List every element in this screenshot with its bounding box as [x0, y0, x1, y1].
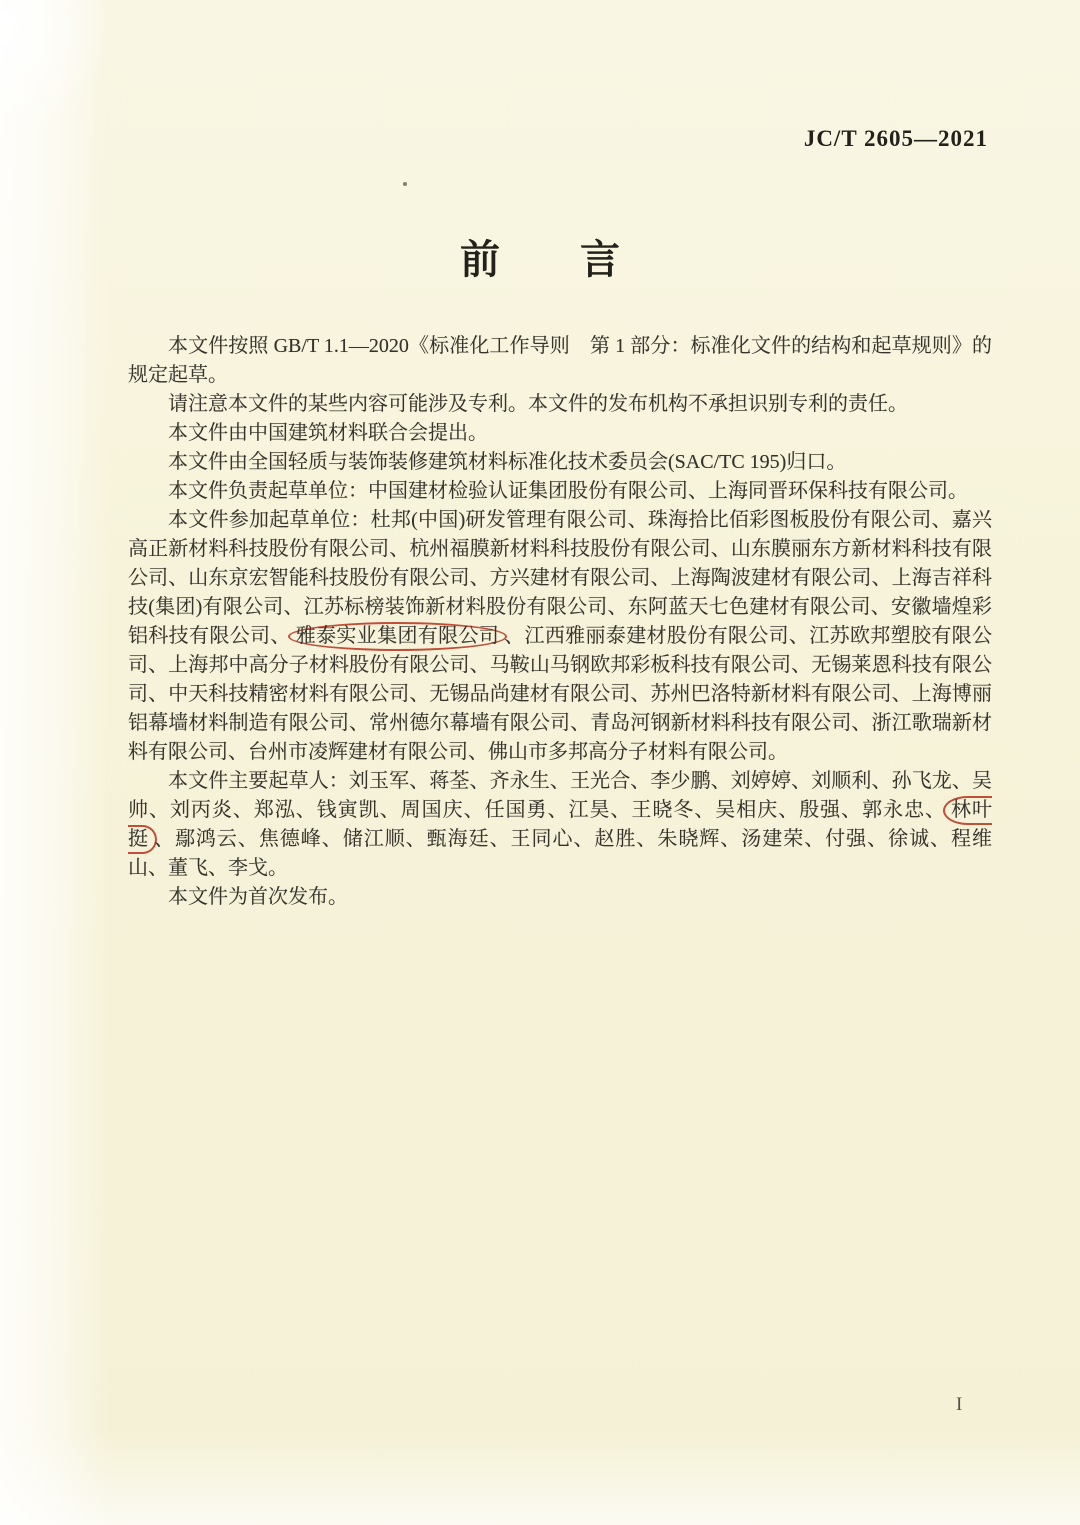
- participating-units-text-pre: 本文件参加起草单位：杜邦(中国)研发管理有限公司、珠海拾比佰彩图板股份有限公司、嘉兴高正新材料科技股份有限公司、杭州福膜新材料科技股份有限公司、山东膜丽东方新材料科技有限公司、山东京宏智能科技股份有限公司、方兴建材有限公司、上海陶波建材有限公司、上海吉祥科技(集团)有限公司、江苏标榜装饰新材料股份有限公司、东阿蓝天七色建材有限公司、安徽墙煌彩铝科技有限公司、: [128, 509, 992, 647]
- committee-paragraph: 本文件由全国轻质与装饰装修建筑材料标准化技术委员会(SAC/TC 195)归口。: [168, 451, 847, 473]
- drafters-text-pre: 本文件主要起草人：刘玉军、蒋荃、齐永生、王光合、李少鹏、刘婷婷、刘顺利、孙飞龙、吴帅、刘丙炎、郑泓、钱寅凯、周国庆、任国勇、江昊、王晓冬、吴相庆、殷强、郭永忠、: [128, 770, 992, 821]
- drafting-rule-paragraph: 本文件按照 GB/T 1.1—2020《标准化工作导则 第 1 部分：标准化文件的结构和起草规则》的规定起草。: [128, 335, 992, 386]
- first-release-paragraph: 本文件为首次发布。: [168, 886, 348, 908]
- participating-units-paragraph: [128, 506, 992, 767]
- page-title: 前 言: [460, 237, 620, 282]
- standard-number: JC/T 2605—2021: [803, 126, 988, 151]
- scan-artifact-speck: [403, 182, 407, 186]
- drafters-paragraph: [128, 767, 992, 883]
- patent-notice-paragraph: 请注意本文件的某些内容可能涉及专利。本文件的发布机构不承担识别专利的责任。: [168, 393, 908, 415]
- proposer-paragraph: 本文件由中国建筑材料联合会提出。: [168, 422, 488, 444]
- drafters-text-post: 、鄢鸿云、焦德峰、储江顺、甄海廷、王同心、赵胜、朱晓辉、汤建荣、付强、徐诚、程维山、董飞、李戈。: [128, 828, 993, 879]
- responsible-units-paragraph: 本文件负责起草单位：中国建材检验认证集团股份有限公司、上海同晋环保科技有限公司。: [168, 480, 968, 502]
- circled-drafter-annotation: 林叶挺: [128, 796, 992, 854]
- foreword-body: [128, 332, 992, 912]
- circled-company-annotation: 雅泰实业集团有限公司: [288, 622, 507, 651]
- participating-units-text-post: 、江西雅丽泰建材股份有限公司、江苏欧邦塑胶有限公司、上海邦中高分子材料股份有限公司、马鞍山马钢欧邦彩板科技有限公司、无锡莱恩科技有限公司、中天科技精密材料有限公司、无锡品尚建材有限公司、苏州巴洛特新材料有限公司、上海博丽铝幕墙材料制造有限公司、常州德尔幕墙有限公司、青岛河钢新材料科技有限公司、浙江歌瑞新材料有限公司、台州市凌辉建材有限公司、佛山市多邦高分子材料有限公司。: [128, 625, 993, 763]
- page-number: I: [956, 1394, 964, 1415]
